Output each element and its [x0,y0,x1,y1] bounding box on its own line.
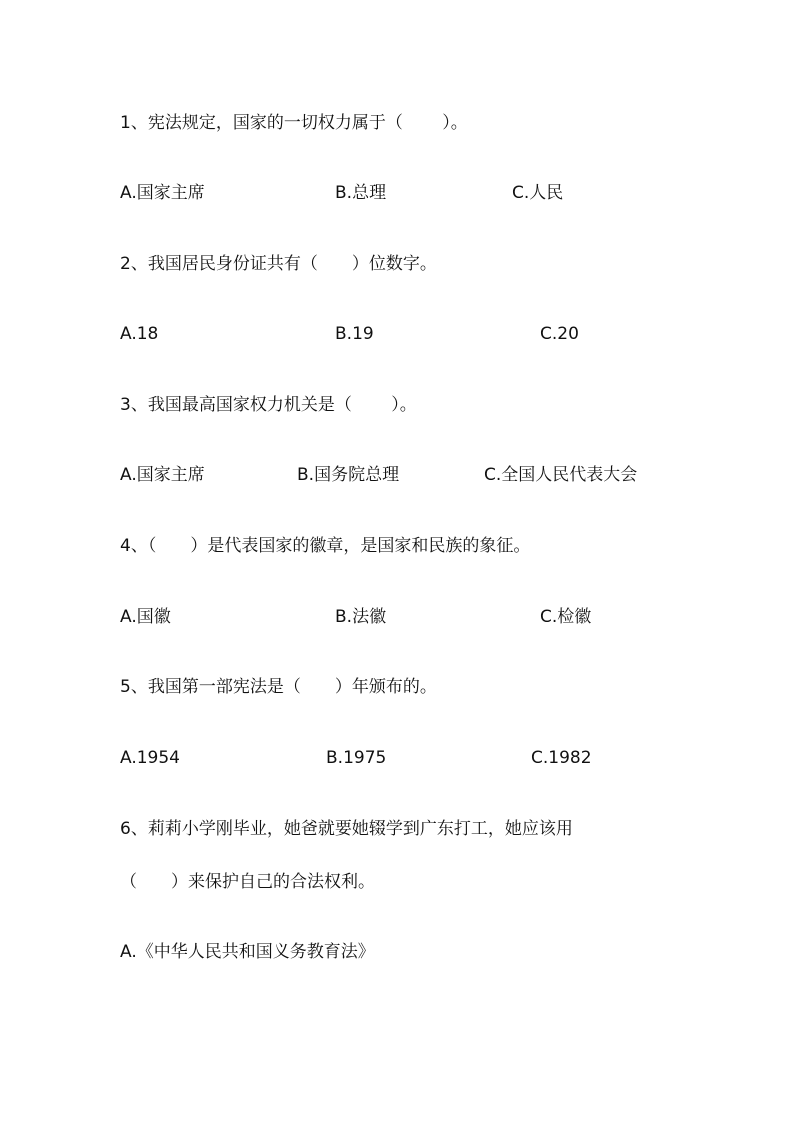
question-5-option-a: A.1954 [120,748,180,768]
question-3-options [0,460,794,490]
question-2-option-b: B.19 [335,324,374,344]
question-4-option-c: C.检徽 [540,607,592,627]
question-5-options [0,743,794,773]
question-2-text: 2、我国居民身份证共有（ ）位数字。 [120,254,437,274]
question-5-option-b: B.1975 [326,748,387,768]
question-1-text: 1、宪法规定，国家的一切权力属于（ ）。 [120,113,468,133]
question-5-option-c: C.1982 [531,748,592,768]
question-1-option-b: B.总理 [335,183,387,203]
question-6-text-line-1: 6、莉莉小学刚毕业，她爸就要她辍学到广东打工，她应该用 [120,819,573,839]
question-3-option-b: B.国务院总理 [297,465,400,485]
question-4-options [0,602,794,632]
question-1-option-a: A.国家主席 [120,183,205,203]
question-4-option-b: B.法徽 [335,607,387,627]
question-3-option-c: C.全国人民代表大会 [484,465,638,485]
question-6-text-line-2: （ ）来保护自己的合法权利。 [120,872,375,892]
question-2-option-a: A.18 [120,324,159,344]
question-2-options [0,319,794,349]
question-4-option-a: A.国徽 [120,607,171,627]
question-2-option-c: C.20 [540,324,579,344]
question-1-options [0,178,794,208]
question-6-option-a: A.《中华人民共和国义务教育法》 [120,942,375,962]
question-4-text: 4、（ ）是代表国家的徽章，是国家和民族的象征。 [120,536,531,556]
question-1-option-c: C.人民 [512,183,564,203]
question-3-option-a: A.国家主席 [120,465,205,485]
question-5-text: 5、我国第一部宪法是（ ）年颁布的。 [120,677,437,697]
question-3-text: 3、我国最高国家权力机关是（ ）。 [120,395,417,415]
